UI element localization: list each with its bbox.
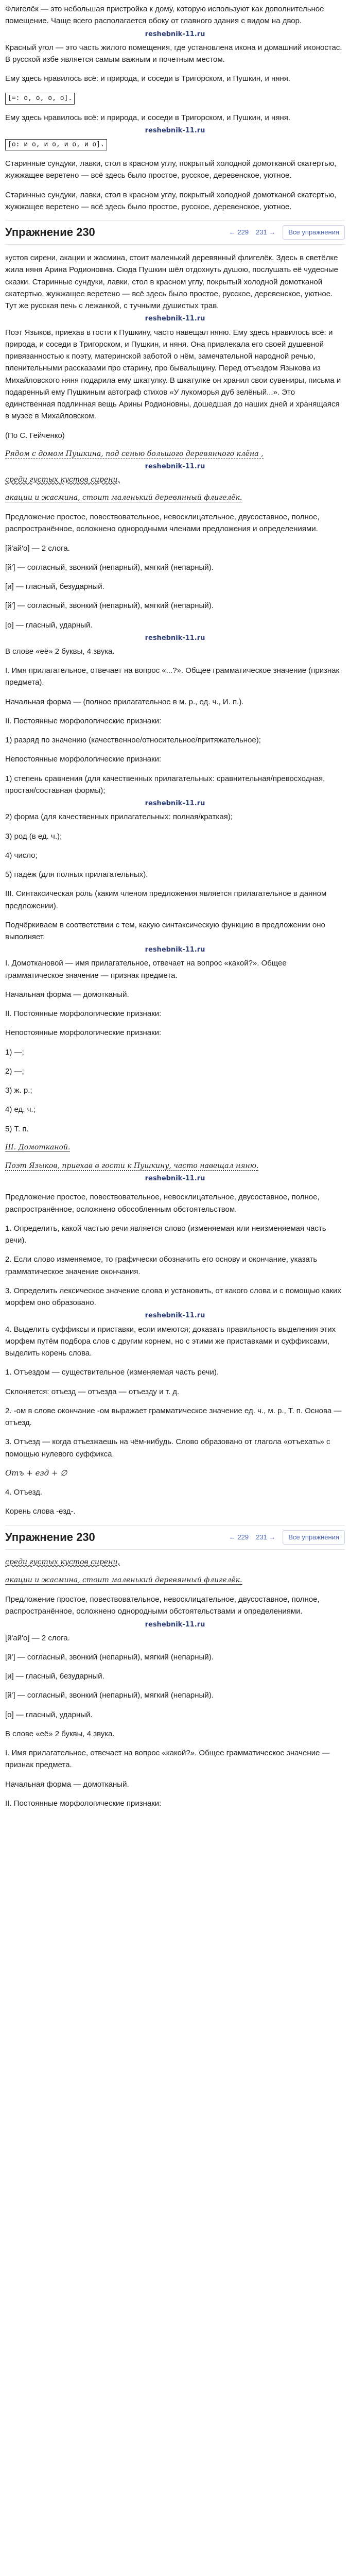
analysis-line: Предложение простое, повествовательное, невосклицательное, двусоставное, полное, распространённое, осложнено обособленным обстоятельством. <box>5 1193 320 1214</box>
analysis-line: [й'ай'о] — 2 слога. <box>5 1633 70 1642</box>
analysis-line: I. Имя прилагательное, отвечает на вопрос «...?». Общее грамматическое значение (признак предмета). <box>5 666 340 687</box>
prev-exercise-button[interactable]: ← 229 <box>229 228 249 236</box>
watermark: reshebnik-11.ru <box>145 800 205 808</box>
analysis-line: Предложение простое, повествовательное, невосклицательное, двусоставное, полное, распространённое, осложнено однородными обстоятельствами и определениями. <box>5 1595 320 1616</box>
analysis-line: Предложение простое, повествовательное, невосклицательное, двусоставное, полное, распространённое, осложнено однородными членами предложения и определениями. <box>5 513 320 534</box>
analysis-line: Подчёркиваем в соответствии с тем, какую синтаксическую функцию в предложении оно выполняет. <box>5 920 325 942</box>
analysis-line: Начальная форма — домотканый. <box>5 1780 129 1789</box>
analysis-section-2 <box>5 1191 345 1517</box>
analysis-line: 1) степень сравнения (для качественных прилагательных: сравнительная/превосходная, простая/составная формы); <box>5 774 325 795</box>
analysis-line: Начальная форма — домотканый. <box>5 990 129 999</box>
parsed-line: среди густых кустов сирени, <box>5 475 120 484</box>
watermark: reshebnik-11.ru <box>145 1175 205 1183</box>
analysis-section <box>5 511 345 1154</box>
watermark: reshebnik-11.ru <box>145 634 205 642</box>
exercise-title: Упражнение 230 <box>5 226 95 239</box>
analysis-line: 5) Т. п. <box>5 1124 29 1133</box>
analysis-line: 3) род (в ед. ч.); <box>5 832 62 841</box>
paragraph: Красный угол — это часть жилого помещения, где установлена икона и домашний иконостас. В русской избе является самым важным и почетным местом. <box>5 43 342 64</box>
prev-exercise-button[interactable]: ← 229 <box>229 1533 249 1541</box>
watermark: reshebnik-11.ru <box>145 1312 205 1320</box>
analysis-line: 3) ж. р.; <box>5 1086 32 1095</box>
analysis-line: 1. Определить, какой частью речи является слово (изменяемая или неизменяемая часть речи). <box>5 1224 326 1245</box>
exercise-nav <box>229 225 345 240</box>
analysis-line: [о] — гласный, ударный. <box>5 1710 93 1719</box>
analysis-line: Корень слова -езд-. <box>5 1507 76 1516</box>
analysis-line: 2) форма (для качественных прилагательных: полная/краткая); <box>5 812 233 822</box>
next-exercise-button[interactable]: 231 → <box>256 228 276 236</box>
analysis-line: 3. Определить лексическое значение слова и установить, от какого слова и с помощью каких морфем оно образовано. <box>5 1286 342 1308</box>
intro-section <box>5 3 345 213</box>
analysis-line: 1) —; <box>5 1047 24 1057</box>
analysis-line: 2) —; <box>5 1066 24 1076</box>
analysis-line: [й'] — согласный, звонкий (непарный), мягкий (непарный). <box>5 1652 214 1662</box>
analysis-line: Непостоянные морфологические признаки: <box>5 1028 162 1038</box>
exercise-title: Упражнение 230 <box>5 1530 95 1544</box>
analysis-line: 2. Если слово изменяемое, то графически обозначить его основу и окончание, указать грамматическое значение окончания. <box>5 1255 318 1276</box>
all-exercises-button[interactable]: Все упражнения <box>283 1530 345 1545</box>
parsed-line: Поэт Языков, приехав в гости к Пушкину, часто навещал няню. <box>5 1161 259 1170</box>
analysis-line: В слове «её» 2 буквы, 4 звука. <box>5 1729 115 1738</box>
paragraph: Старинные сундуки, лавки, стол в красном углу, покрытый холодной домотканой скатертью, жужжащее веретено — всё здесь было простое, русское, деревенское, уютное. <box>5 190 337 211</box>
parse-block-2 <box>5 1161 345 1184</box>
analysis-line: I. Имя прилагательное, отвечает на вопрос «какой?». Общее грамматическое значение — признак предмета. <box>5 1749 330 1770</box>
paragraph: Поэт Языков, приехав в гости к Пушкину, часто навещал няню. Ему здесь нравилось всё: и природа, и соседи в Тригорском, и Пушкин, и няня. Она привлекала его своей душевной привязанностью к поэту, материнской заботой о нём, замечательной народной речью, пленительными рассказами про старину, про бывальщину. Перед отъездом Языкова из Михайловского няня подарила ему шкатулку. В шкатулке он хранил свои сувениры, письма и подаренный ему Пушкиным автограф стихов «У лукоморья дуб зелёный...». Это единственная подлинная вещь Арины Родионовны, дошедшая до наших дней и хранящаяся в музее в Михайловском. <box>5 328 341 421</box>
text-section <box>5 252 345 442</box>
exercise-nav-bar-2 <box>5 1525 345 1550</box>
analysis-line: 4. Отъезд. <box>5 1488 43 1497</box>
next-exercise-button[interactable]: 231 → <box>256 1533 276 1541</box>
analysis-line: [й'] — согласный, звонкий (непарный), мягкий (непарный). <box>5 1691 214 1700</box>
exercise-nav-bar <box>5 220 345 245</box>
analysis-line: 5) падеж (для полных прилагательных). <box>5 870 148 879</box>
analysis-line: 4. Выделить суффиксы и приставки, если имеются; доказать правильность выделения этих морфем путём подбора слов с другим корнем, но с этими же приставками и суффиксами, выделить корень слова. <box>5 1325 336 1358</box>
analysis-line: [й'ай'о] — 2 слога. <box>5 544 70 553</box>
scheme-box <box>5 92 345 104</box>
analysis-line: Непостоянные морфологические признаки: <box>5 755 162 764</box>
paragraph: Ему здесь нравилось всё: и природа, и соседи в Тригорском, и Пушкин, и няня. <box>5 113 291 122</box>
morpheme-formula: Отъ + езд + ∅ <box>5 1468 67 1478</box>
watermark: reshebnik-11.ru <box>145 126 205 134</box>
analysis-line: Склоняется: отъезд — отъезда — отъезду и т. д. <box>5 1387 180 1396</box>
watermark: reshebnik-11.ru <box>145 946 205 954</box>
parse-block-3 <box>5 1557 345 1586</box>
exercise-nav <box>229 1530 345 1545</box>
paragraph: кустов сирени, акации и жасмина, стоит маленький деревянный флигелёк. Здесь в светёлке жила няня Арина Родионовна. Сюда Пушкин шёл отдохнуть душою, послушать её чудесные сказки. Старинные сундуки, лавки, стол в красном углу, покрытый холодной домотканой скатертью, жужжащее веретено — всё здесь было простое, русское, деревенское, уютное. Тут же русская печь с лежанкой, с тучными душистых трав. <box>5 253 339 311</box>
watermark: reshebnik-11.ru <box>145 315 205 323</box>
watermark: reshebnik-11.ru <box>145 30 205 38</box>
analysis-line: [й'] — согласный, звонкий (непарный), мягкий (непарный). <box>5 601 214 611</box>
paragraph: Старинные сундуки, лавки, стол в красном углу, покрытый холодной домотканой скатертью, жужжащее веретено — всё здесь было простое, русское, деревенское, уютное. <box>5 159 337 180</box>
analysis-line: 1) разряд по значению (качественное/относительное/притяжательное); <box>5 736 261 745</box>
watermark: reshebnik-11.ru <box>145 463 205 471</box>
analysis-line: 4) ед. ч.; <box>5 1105 36 1114</box>
paragraph: Флигелёк — это небольшая пристройка к дому, которую используют как дополнительное помещение. Чаще всего располагается обоку от главного здания с видом на двор. <box>5 5 324 26</box>
tail-section <box>5 1594 345 1809</box>
analysis-line: Начальная форма — (полное прилагательное в м. р., ед. ч., И. п.). <box>5 697 244 706</box>
analysis-line: II. Постоянные морфологические признаки: <box>5 1009 162 1019</box>
analysis-line: I. Домоткановой — имя прилагательное, отвечает на вопрос «какой?». Общее грамматическое значение — признак предмета. <box>5 959 287 980</box>
parse-block-1 <box>5 449 345 504</box>
analysis-line: 4) число; <box>5 851 38 860</box>
paragraph: Ему здесь нравилось всё: и природа, и соседи в Тригорском, и Пушкин, и няня. <box>5 74 291 83</box>
analysis-line: 1. Отъездом — существительное (изменяемая часть речи). <box>5 1368 219 1377</box>
parsed-line: среди густых кустов сирени, <box>5 1557 120 1566</box>
parsed-line: акации и жасмина, стоит маленький деревянный флигелёк. <box>5 1576 242 1585</box>
source-line: (По С. Гейченко) <box>5 431 65 440</box>
scheme-box <box>5 138 345 150</box>
parsed-line: акации и жасмина, стоит маленький деревянный флигелёк. <box>5 494 242 502</box>
all-exercises-button[interactable]: Все упражнения <box>283 225 345 240</box>
analysis-line: III. Домотканой. <box>5 1143 71 1151</box>
analysis-line: III. Синтаксическая роль (каким членом предложения является прилагательное в данном предложении). <box>5 889 327 910</box>
analysis-line: II. Постоянные морфологические признаки: <box>5 1799 162 1808</box>
scheme-1: [=: о, о, о, о]. <box>5 93 75 104</box>
analysis-line: [о] — гласный, ударный. <box>5 620 93 630</box>
scheme-2: [о: и о, и о, и о, и о]. <box>5 139 107 150</box>
parsed-line: Рядом с домом Пушкина, под сенью большого деревянного клёна , <box>5 449 264 458</box>
watermark: reshebnik-11.ru <box>145 1620 205 1629</box>
analysis-line: [й'] — согласный, звонкий (непарный), мягкий (непарный). <box>5 563 214 572</box>
analysis-line: [и] — гласный, безударный. <box>5 582 104 591</box>
analysis-line: 2. -ом в слове окончание -ом выражает грамматическое значение ед. ч., м. р., Т. п. Основа — отъезд. <box>5 1406 342 1428</box>
analysis-line: В слове «её» 2 буквы, 4 звука. <box>5 647 115 656</box>
analysis-line: [и] — гласный, безударный. <box>5 1672 104 1681</box>
analysis-line: II. Постоянные морфологические признаки: <box>5 716 162 725</box>
analysis-line: 3. Отъезд — когда отъезжаешь на чём-нибудь. Слово образовано от глагола «отъехать» с помощью нулевого суффикса. <box>5 1437 330 1459</box>
